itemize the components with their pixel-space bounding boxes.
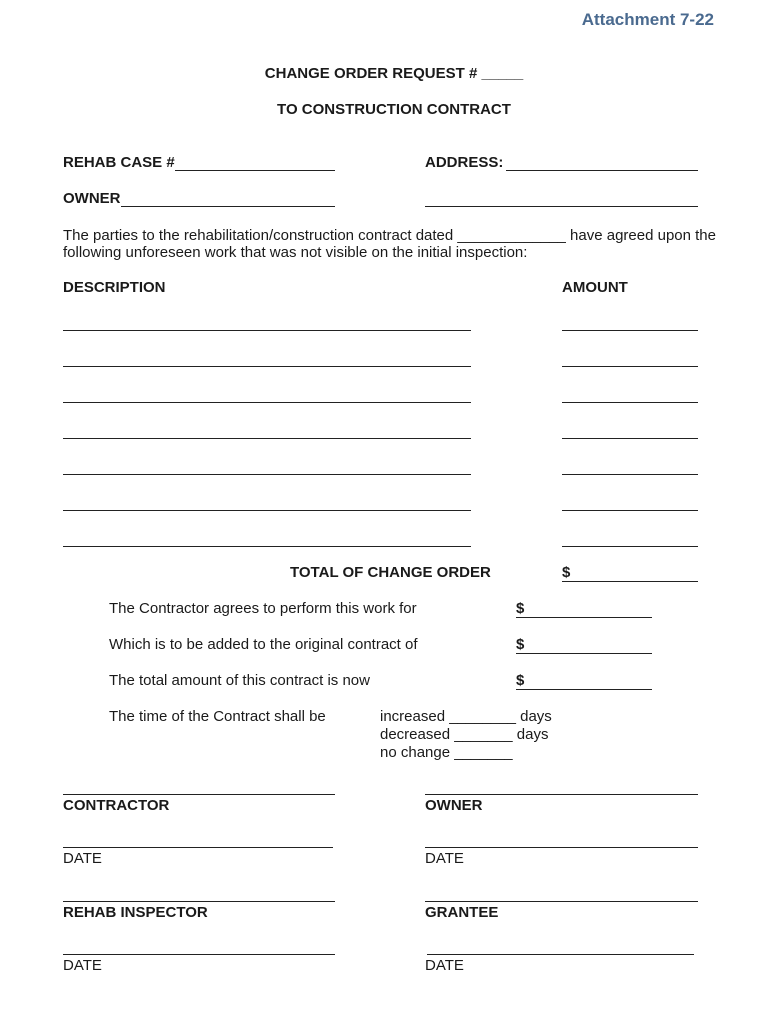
owner-label: OWNER [63,190,121,207]
amount-line[interactable] [562,510,698,511]
contractor-label: CONTRACTOR [63,797,170,814]
owner-signature-label: OWNER [425,797,483,814]
form-title: CHANGE ORDER REQUEST # _____ [264,65,524,82]
owner-signature-line[interactable] [425,794,698,795]
agrees-label: The Contractor agrees to perform this work for [109,600,417,617]
grantee-date-line[interactable] [427,954,694,955]
rehab-case-label: REHAB CASE # [63,154,175,171]
amount-line[interactable] [562,474,698,475]
contractor-signature-line[interactable] [63,794,335,795]
increased-days-field[interactable]: increased ________ days [380,708,552,725]
rehab-inspector-date-line[interactable] [63,954,335,955]
decreased-days-field[interactable]: decreased _______ days [380,726,549,743]
total-label: TOTAL OF CHANGE ORDER [290,564,491,581]
agrees-amount-field[interactable] [516,617,652,618]
rehab-inspector-signature-line[interactable] [63,901,335,902]
attachment-label: Attachment 7-22 [581,10,714,29]
address-field-line2[interactable] [425,206,698,207]
no-change-field[interactable]: no change _______ [380,744,513,761]
description-line[interactable] [63,546,471,547]
added-dollar-sign: $ [516,636,525,653]
grantee-signature-line[interactable] [425,901,698,902]
rehab-case-field[interactable] [175,170,335,171]
contract-date-field[interactable]: _____________ [457,227,566,244]
added-label: Which is to be added to the original contract of [109,636,418,653]
form-subtitle: TO CONSTRUCTION CONTRACT [277,101,511,118]
time-label: The time of the Contract shall be [109,708,326,725]
address-field[interactable] [506,170,698,171]
grantee-date-label: DATE [425,957,464,974]
owner-date-line[interactable] [425,847,698,848]
intro-text-a: The parties to the rehabilitation/construction contract dated [63,227,454,244]
amount-line[interactable] [562,546,698,547]
owner-date-label: DATE [425,850,464,867]
intro-line-1 [63,227,716,244]
total-now-dollar-sign: $ [516,672,525,689]
description-line[interactable] [63,366,471,367]
total-now-amount-field[interactable] [516,689,652,690]
rehab-inspector-label: REHAB INSPECTOR [63,904,208,921]
description-header: DESCRIPTION [63,279,166,296]
description-line[interactable] [63,510,471,511]
amount-line[interactable] [562,330,698,331]
description-line[interactable] [63,330,471,331]
amount-line[interactable] [562,402,698,403]
intro-line-2: following unforeseen work that was not visible on the initial inspection: [63,244,528,261]
description-line[interactable] [63,438,471,439]
owner-field[interactable] [121,206,335,207]
description-line[interactable] [63,474,471,475]
amount-header: AMOUNT [562,279,628,296]
total-now-label: The total amount of this contract is now [109,672,370,689]
description-line[interactable] [63,402,471,403]
contractor-date-line[interactable] [63,847,333,848]
address-label: ADDRESS: [425,154,504,171]
contractor-date-label: DATE [63,850,102,867]
amount-line[interactable] [562,438,698,439]
intro-text-b: have agreed upon the [570,227,716,244]
agrees-dollar-sign: $ [516,600,525,617]
grantee-label: GRANTEE [425,904,499,921]
original-amount-field[interactable] [516,653,652,654]
rehab-inspector-date-label: DATE [63,957,102,974]
total-dollar-sign: $ [562,564,571,581]
total-amount-field[interactable] [562,581,698,582]
amount-line[interactable] [562,366,698,367]
